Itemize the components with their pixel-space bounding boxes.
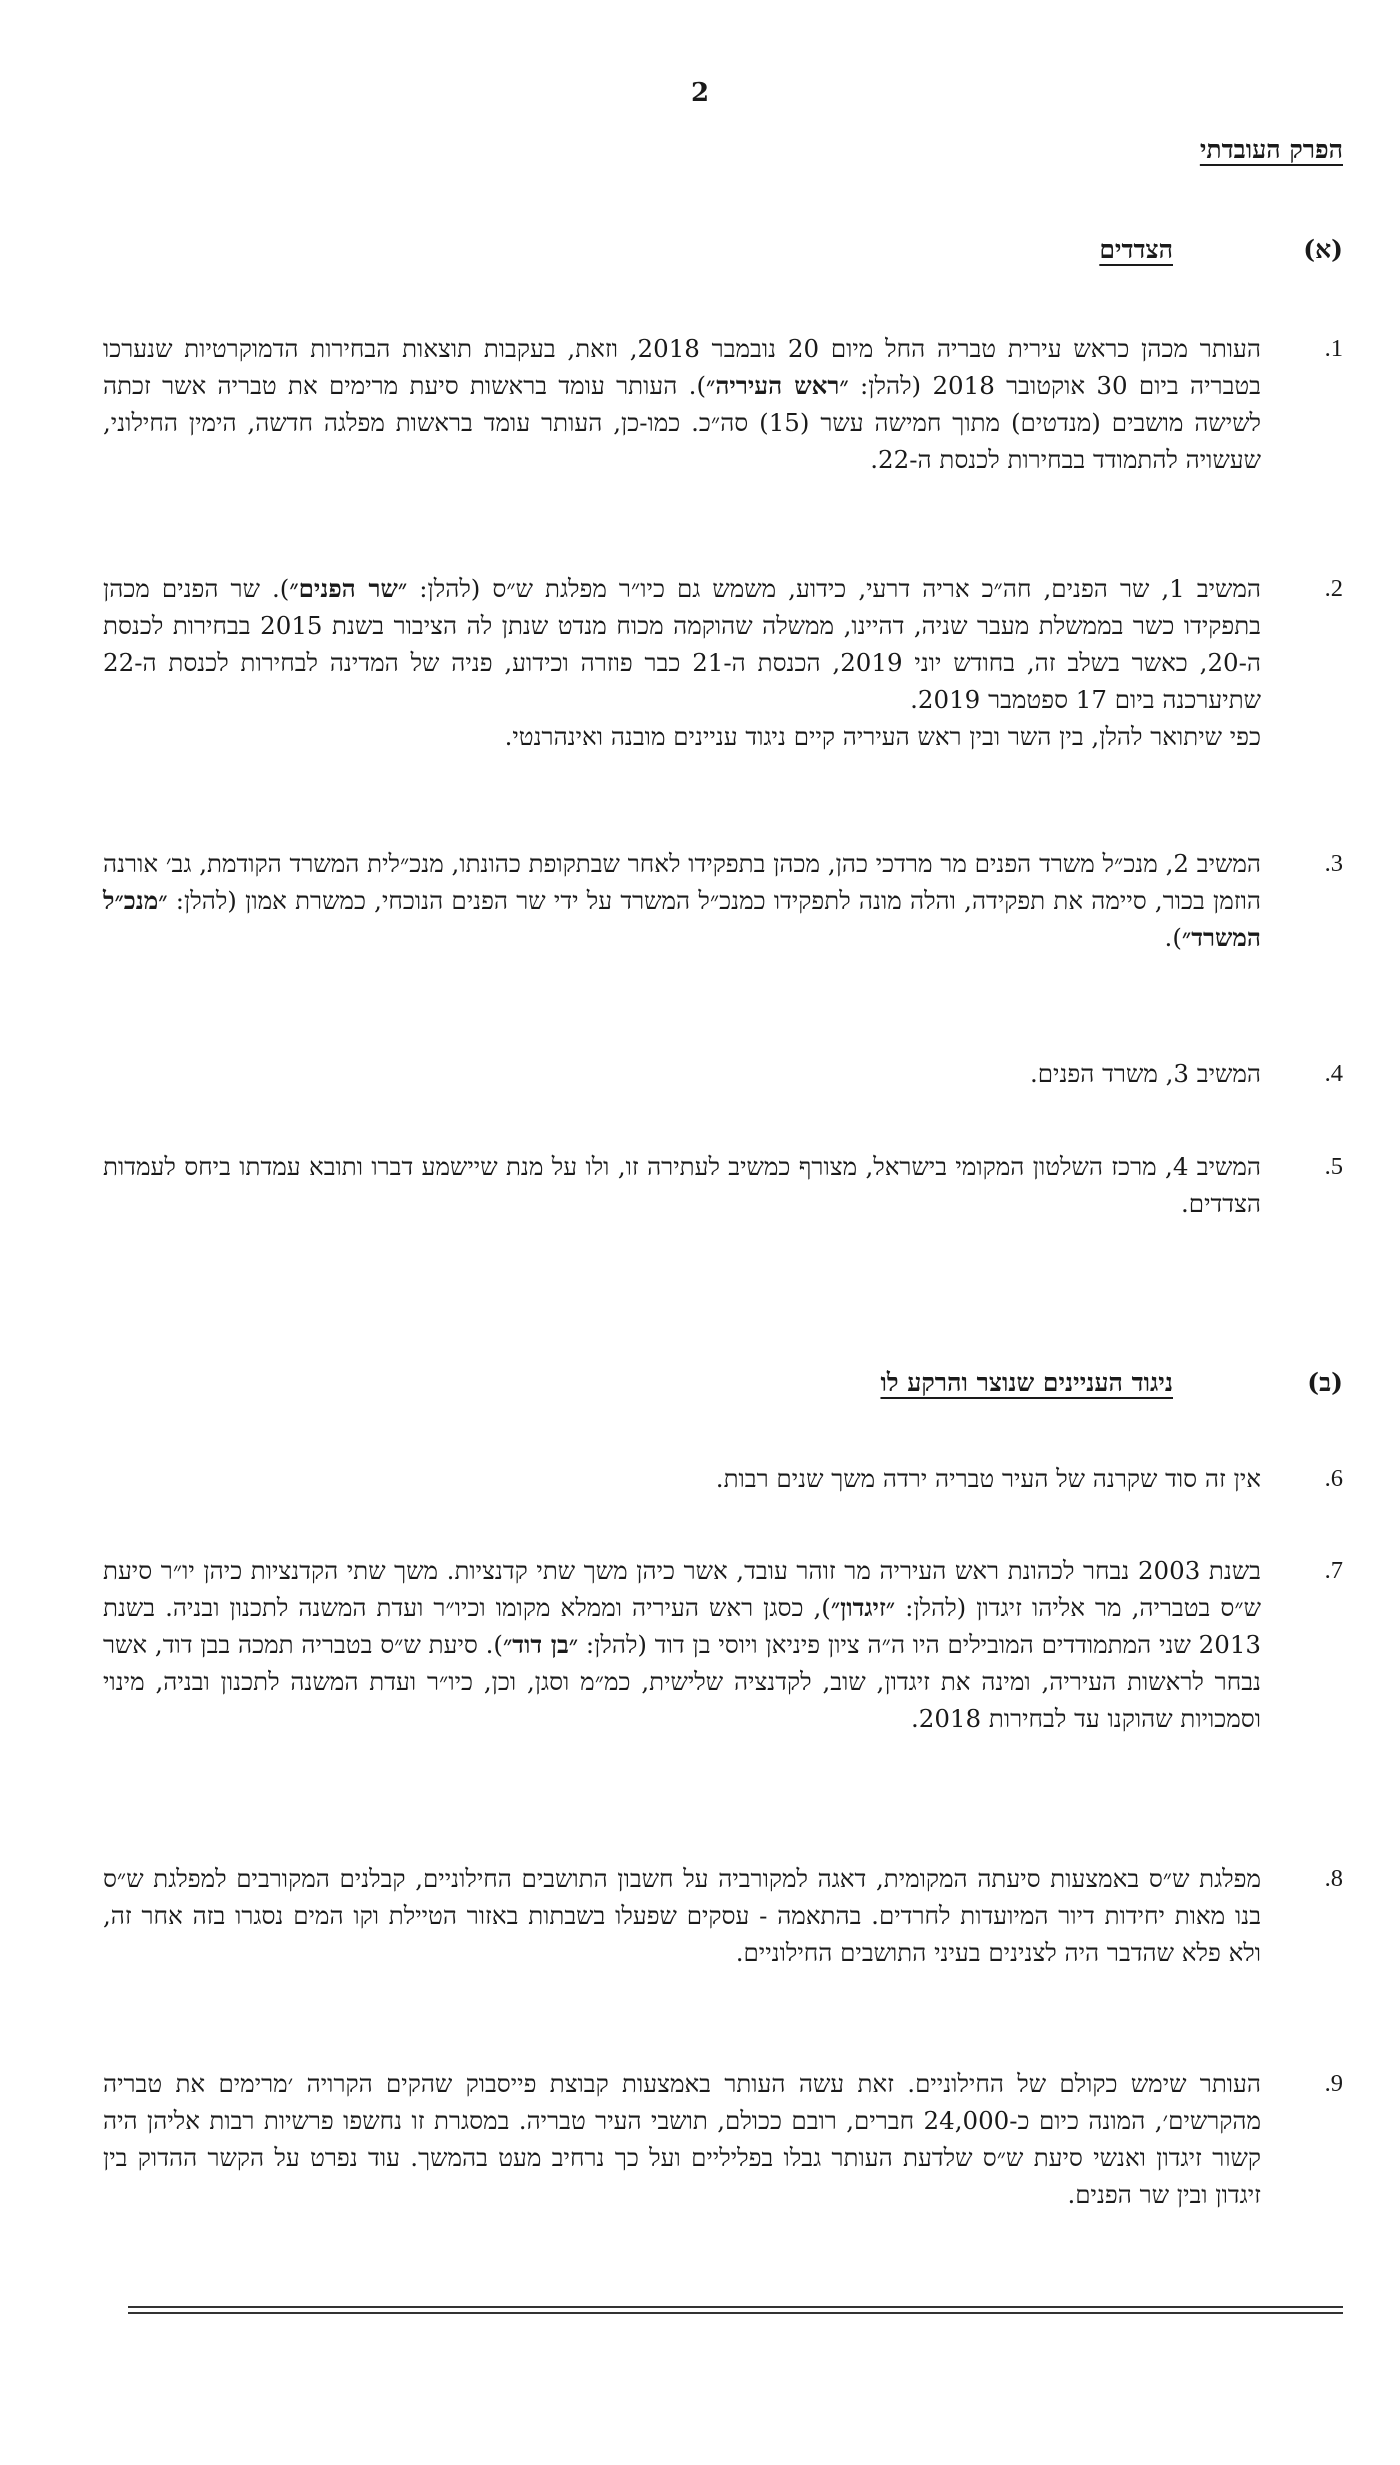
paragraph-6	[103, 1460, 1343, 1497]
paragraph-number: 4.	[1324, 1060, 1343, 1087]
paragraph-2	[103, 570, 1343, 755]
paragraph-body: העותר שימש כקולם של החילוניים. זאת עשה העותר באמצעות קבוצת פייסבוק שהקים הקרויה ׳מרימים את טבריה מהקרשים׳, המונה כיום כ-24,000 חברים, רובם ככולם, תושבי העיר טבריה. במסגרת זו נחשפו פרשיות רבות אליהן היה קשור זיגדון ואנשי סיעת ש״ס שלדעת העותר גבלו בפליליים ועל כך נרחיב מעט בהמשך. עוד נפרט על הקשר ההדוק בין זיגדון ובין שר הפנים.	[103, 2069, 1261, 2209]
defined-term: ״זיגדון״	[830, 1593, 896, 1622]
paragraph-body-continuation: כפי שיתואר להלן, בין השר ובין ראש העיריה קיים ניגוד עניינים מובנה ואינהרנטי.	[504, 722, 1261, 751]
paragraph-number: 7.	[1324, 1557, 1343, 1584]
paragraph-body	[103, 845, 1261, 956]
part-heading-b	[880, 1368, 1343, 1398]
defined-term: ״ראש העיריה״	[706, 371, 849, 400]
paragraph-body: מפלגת ש״ס באמצעות סיעתה המקומית, דאגה למקורביה על חשבון התושבים החילוניים, קבלנים המקורבים למפלגת ש״ס בנו מאות יחידות דיור המיועדות לחרדים. בהתאמה - עסקים שפעלו בשבתות באזור הטיילת וקו המים נסגרו בזה אחר זה, ולא פלא שהדבר היה לצנינים בעיני התושבים החילוניים.	[103, 1864, 1261, 1967]
paragraph-5	[103, 1148, 1343, 1222]
paragraph-number: 6.	[1324, 1465, 1343, 1492]
paragraph-body	[103, 330, 1261, 478]
paragraph-8	[103, 1860, 1343, 1971]
defined-term: ״שר הפנים״	[289, 574, 408, 603]
paragraph-number: 3.	[1324, 850, 1343, 877]
paragraph-number: 8.	[1324, 1865, 1343, 1892]
part-letter: (ב)	[1307, 1368, 1343, 1397]
paragraph-body: אין זה סוד שקרנה של העיר טבריה ירדה משך שנים רבות.	[715, 1464, 1261, 1493]
paragraph-number: 2.	[1324, 575, 1343, 602]
paragraph-number: 1.	[1324, 335, 1343, 362]
paragraph-body	[103, 570, 1261, 718]
paragraph-text: ). שר הפנים מכהן בתפקידו כשר בממשלת מעבר שניה, דהיינו, ממשלה שהוקמה מכוח מנדט שנתן לה הציבור בשנת 2015 בבחירות לכנסת ה-20, כאשר בשלב זה, בחודש יוני 2019, הכנסת ה-21 כבר פוזרה וכידוע, פניה של המדינה לבחירות לכנסת ה-22 שתיערכנה ביום 17 ספטמבר 2019.	[103, 574, 1261, 714]
paragraph-text: העותר מכהן כראש עירית טבריה החל מיום 20 נובמבר 2018, וזאת, בעקבות תוצאות הבחירות הדמוקרטיות שנערכו בטבריה ביום 30 אוקטובר 2018 (להלן:	[103, 334, 1262, 400]
part-letter: (א)	[1303, 235, 1343, 264]
paragraph-text: ).	[1164, 923, 1182, 952]
paragraph-text: המשיב 1, שר הפנים, חה״כ אריה דרעי, כידוע, משמש גם כיו״ר מפלגת ש״ס (להלן:	[407, 574, 1262, 603]
paragraph-body: המשיב 4, מרכז השלטון המקומי בישראל, מצורף כמשיב לעתירה זו, ולו על מנת שיישמע דברו ותובא עמדתו ביחס לעמדות הצדדים.	[103, 1152, 1261, 1218]
part-title: ניגוד העניינים שנוצר והרקע לו	[880, 1368, 1173, 1397]
defined-term: ״מנכ״ל המשרד״	[103, 886, 1261, 952]
footer-rule	[128, 2306, 1343, 2314]
paragraph-text: ). העותר עומד בראשות סיעת מרימים את טבריה אשר זכתה לשישה מושבים (מנדטים) מתוך חמישה עשר (15) סה״כ. כמו-כן, העותר עומד בראשות מפלגה חדשה, הימין החילוני, שעשויה להתמודד בבחירות לכנסת ה-22.	[103, 371, 1261, 474]
paragraph-3	[103, 845, 1343, 956]
part-heading-a	[1099, 235, 1343, 265]
paragraph-9	[103, 2065, 1343, 2213]
paragraph-text: ). סיעת ש״ס בטבריה תמכה בבן דוד, אשר נבחר לראשות העיריה, ומינה את זיגדון, שוב, לקדנציה שלישית, כמ״מ וסגן, וכן, כיו״ר ועדת המשנה לתכנון ובניה, מינוי וסמכויות שהוקנו עד לבחירות 2018.	[103, 1630, 1261, 1733]
paragraph-body: המשיב 3, משרד הפנים.	[1029, 1059, 1261, 1088]
paragraph-number: 9.	[1324, 2070, 1343, 2097]
paragraph-text: ), כסגן ראש העיריה וממלא מקומו וכיו״ר ועדת המשנה לתכנון ובניה. בשנת 2013 שני המתמודדים המובילים היו ה״ה ציון פיניאן ויוסי בן דוד (להלן:	[103, 1593, 1261, 1659]
paragraph-text: בשנת 2003 נבחר לכהונת ראש העיריה מר זוהר עובד, אשר כיהן משך שתי קדנציות. משך שתי הקדנציות כיהן יו״ר סיעת ש״ס בטבריה, מר אליהו זיגדון (להלן:	[103, 1556, 1261, 1622]
paragraph-7	[103, 1552, 1343, 1737]
paragraph-text: המשיב 2, מנכ״ל משרד הפנים מר מרדכי כהן, מכהן בתפקידו לאחר שבתקופת כהונתו, מנכ״לית המשרד הקודמת, גב׳ אורנה הוזמן בכור, סיימה את תפקידה, והלה מונה לתפקידו כמנכ״ל המשרד על ידי שר הפנים הנוכחי, כמשרת אמון (להלן:	[103, 849, 1261, 915]
section-heading: הפרק העובדתי	[1199, 135, 1343, 164]
paragraph-number: 5.	[1324, 1153, 1343, 1180]
paragraph-4	[103, 1055, 1343, 1092]
part-title: הצדדים	[1099, 235, 1173, 264]
defined-term: ״בן דוד״	[503, 1630, 579, 1659]
page-number: 2	[690, 78, 710, 108]
paragraph-body	[103, 1552, 1261, 1737]
paragraph-1	[103, 330, 1343, 478]
